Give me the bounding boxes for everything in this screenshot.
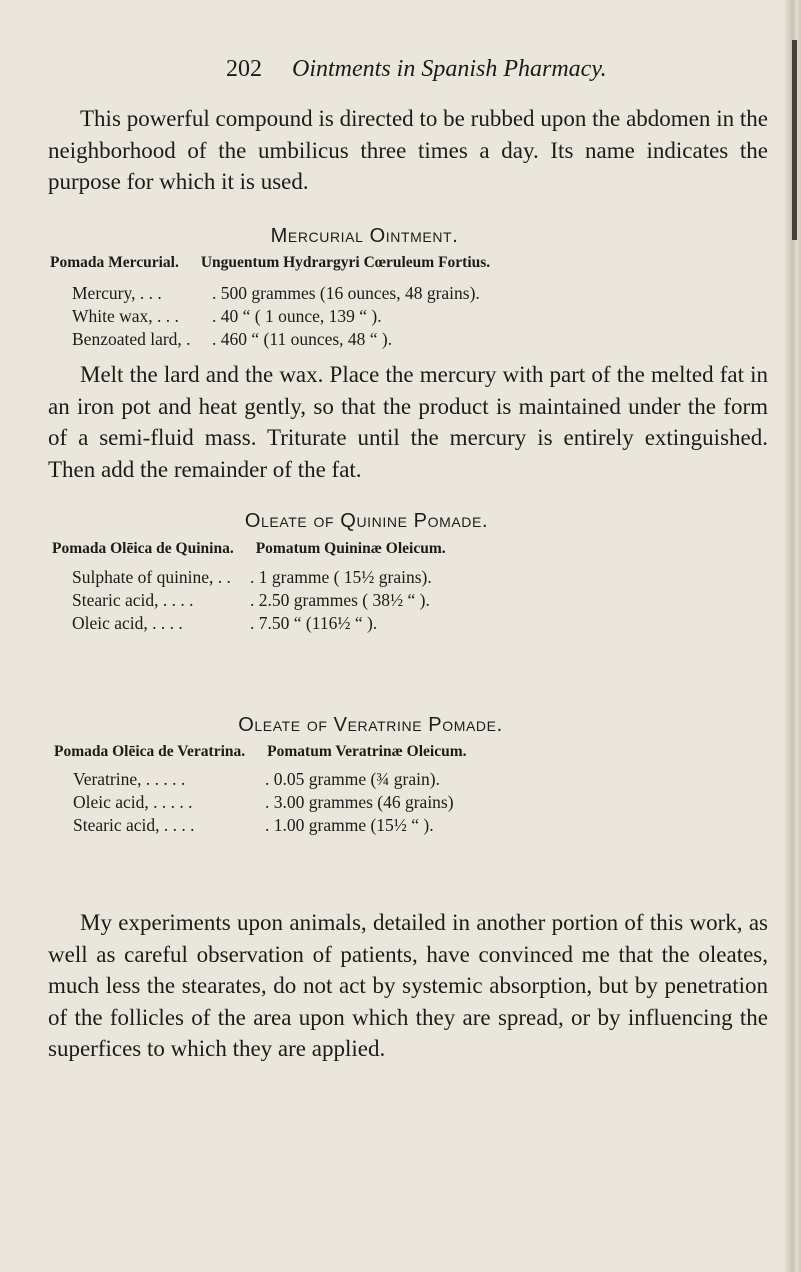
ingredient: White wax, . . . (72, 306, 179, 326)
formula-names (54, 743, 466, 761)
ingredient: Veratrine, . . . . . (73, 769, 186, 789)
quantity: . 1.00 gramme (15½ “ ). (265, 815, 434, 835)
latin-name: Pomatum Veratrinæ Oleicum. (267, 743, 467, 760)
paragraph-intro (48, 103, 768, 198)
latin-name: Pomatum Quininæ Oleicum. (255, 540, 446, 557)
ingredient: Mercury, . . . (72, 283, 162, 303)
page-number: 202 (226, 56, 262, 82)
ingredient: Stearic acid, . . . . (72, 590, 194, 610)
ingredient: Oleic acid, . . . . (72, 613, 183, 633)
quantity: . 500 grammes (16 ounces, 48 grains). (212, 283, 480, 303)
quantity: . 2.50 grammes ( 38½ “ ). (250, 590, 430, 610)
ingredient: Oleic acid, . . . . . (73, 792, 193, 812)
formula-names (52, 540, 446, 558)
quantity: . 460 “ (11 ounces, 48 “ ). (212, 329, 393, 349)
page-edge-shadow (792, 40, 797, 240)
quantity: . 7.50 “ (116½ “ ). (250, 613, 378, 633)
spanish-name: Pomada Olēica de Quinina. (52, 540, 234, 557)
quantity: . 40 “ ( 1 ounce, 139 “ ). (212, 306, 382, 326)
running-title: Ointments in Spanish Pharmacy. (292, 56, 607, 82)
spanish-name: Pomada Olēica de Veratrina. (54, 743, 246, 760)
ingredient: Benzoated lard, . (72, 329, 191, 349)
ingredient: Sulphate of quinine, . . (72, 567, 231, 587)
formula-title: Oleate of Veratrine Pomade. (238, 714, 503, 736)
paragraph-method (48, 359, 768, 485)
ingredient: Stearic acid, . . . . (73, 815, 195, 835)
quantity: . 0.05 gramme (¾ grain). (265, 769, 440, 789)
paragraph-conclusion (48, 907, 768, 1065)
formula-names (50, 254, 490, 272)
spanish-name: Pomada Mercurial. (50, 254, 179, 271)
paragraph-text: My experiments upon animals, detailed in another portion of this work, as well as careful observation of patients, have convinced me that the oleates, much less the stearates, do not act by systemic absorption, but by penetration of the follicles of the area upon which they are spread, or by influencing the superfices to which they are applied. (48, 910, 768, 1061)
formula-title: Mercurial Ointment. (270, 225, 459, 247)
quantity: . 1 gramme ( 15½ grains). (250, 567, 432, 587)
latin-name: Unguentum Hydrargyri Cœruleum Fortius. (200, 254, 491, 271)
formula-title: Oleate of Quinine Pomade. (244, 510, 489, 532)
quantity: . 3.00 grammes (46 grains) (265, 792, 454, 812)
paragraph-text: This powerful compound is directed to be rubbed upon the abdomen in the neighborhood of the umbilicus three times a day. Its name indicates the purpose for which it is used. (48, 106, 768, 194)
paragraph-text: Melt the lard and the wax. Place the mercury with part of the melted fat in an iron pot and heat gently, so that the product is maintained under the form of a semi-fluid mass. Triturate until the mercury is entirely extinguished. Then add the remainder of the fat. (48, 362, 768, 482)
running-header (226, 56, 607, 83)
